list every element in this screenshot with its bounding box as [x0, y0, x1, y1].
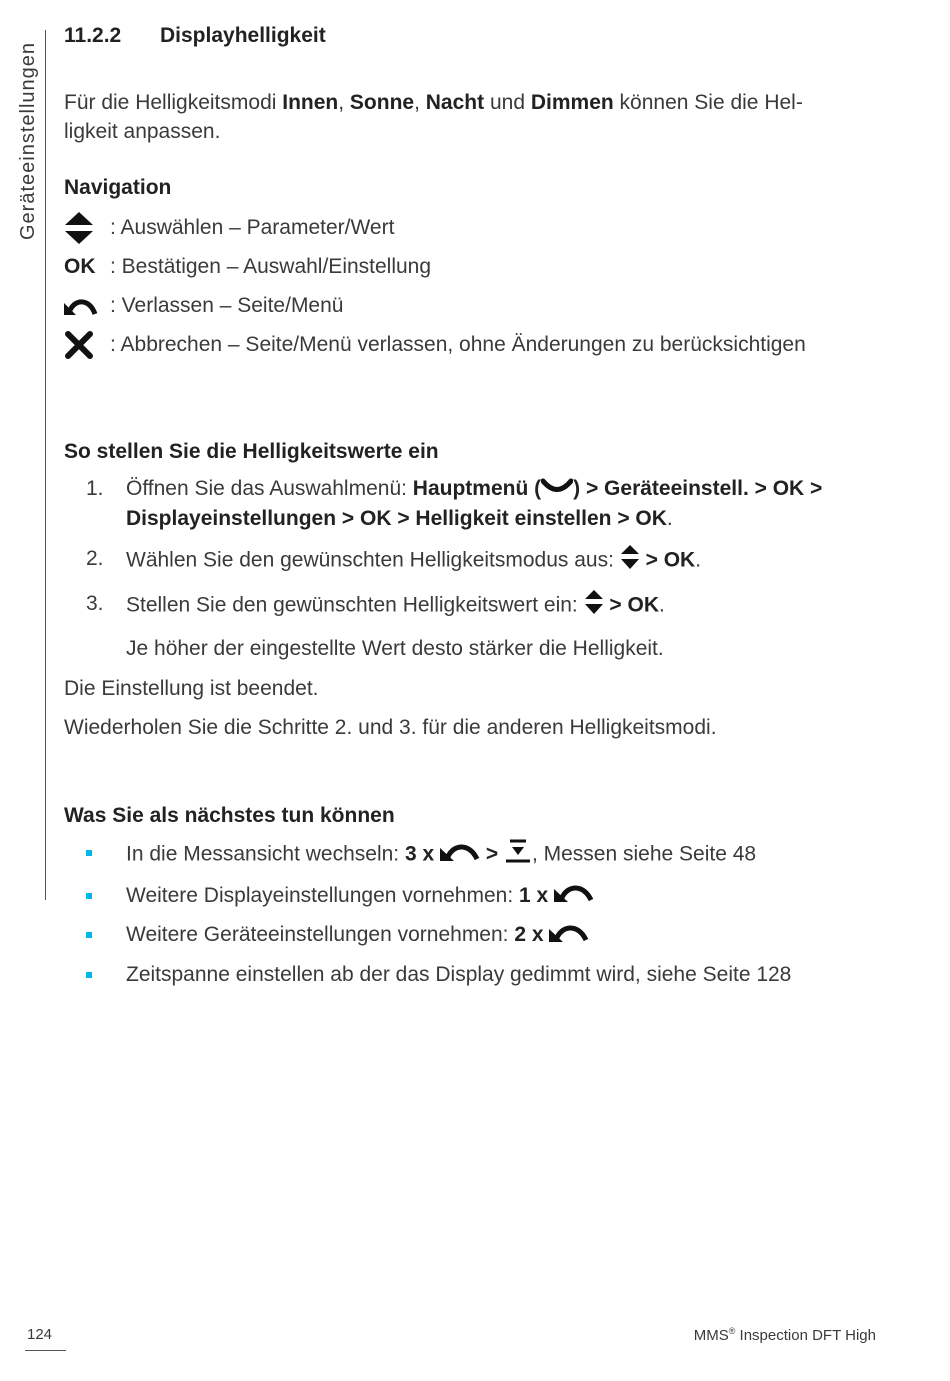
back-arrow-icon — [440, 840, 480, 870]
step-punct: . — [659, 593, 665, 617]
mode-dimmen: Dimmen — [530, 91, 614, 114]
nav-item-text: : Auswählen – Parameter/Wert — [110, 215, 395, 239]
bullet-square — [86, 972, 92, 978]
mode-nacht: Nacht — [425, 91, 485, 114]
next-heading: Was Sie als nächstes tun können — [64, 803, 395, 827]
navigation-title: Navigation — [64, 176, 172, 199]
intro-text: Für die Helligkeitsmodi — [64, 91, 283, 114]
intro-text: können Sie die Hel- — [613, 91, 803, 114]
item-count: 2 x — [514, 923, 544, 947]
page-content — [64, 24, 924, 998]
sidebar-chapter-label: Geräteeinstellungen — [17, 41, 39, 240]
step-punct: . — [695, 548, 702, 572]
step-text: Stellen Sie den gewünschten Helligkeitswert ein: — [126, 593, 584, 617]
next-list — [64, 838, 924, 989]
step-number: 3. — [86, 591, 104, 615]
nav-item-text: : Bestätigen – Auswahl/Einstellung — [110, 254, 432, 278]
chevron-down-icon — [541, 475, 573, 504]
step-number: 1. — [86, 477, 104, 500]
cross-icon — [64, 330, 110, 360]
up-down-arrows-icon — [64, 210, 110, 246]
nav-item-text: : Verlassen – Seite/Menü — [110, 293, 344, 317]
section-number: 11.2.2 — [64, 24, 122, 47]
back-arrow-icon — [549, 921, 589, 951]
item-text: , Messen siehe Seite 48 — [531, 842, 757, 866]
step-menu-path: Hauptmenü ( — [412, 477, 542, 500]
back-arrow-icon — [64, 295, 110, 317]
step-item — [64, 544, 924, 578]
ok-label — [64, 255, 110, 279]
list-item — [64, 920, 924, 950]
intro-text: , — [414, 91, 426, 114]
list-item — [64, 881, 924, 911]
intro-text: und — [484, 91, 531, 114]
product-brand: MMS — [693, 1327, 729, 1344]
list-item — [64, 838, 924, 872]
item-count: 1 x — [519, 883, 549, 907]
step-punct: . — [666, 506, 673, 530]
list-item — [64, 960, 924, 989]
steps-list — [64, 474, 924, 623]
bullet-square — [86, 932, 92, 938]
howto-heading: So stellen Sie die Helligkeitswerte ein — [64, 440, 439, 463]
step-item — [64, 474, 924, 533]
up-down-arrows-icon — [620, 544, 640, 578]
step-confirm: > OK — [603, 593, 660, 617]
nav-item-select — [64, 208, 924, 247]
item-text: Weitere Displayeinstellungen vornehmen: — [126, 883, 519, 907]
nav-item-confirm — [64, 247, 924, 286]
item-count: 3 x — [404, 842, 435, 866]
nav-item-back — [64, 286, 924, 325]
footer-divider — [25, 1350, 66, 1351]
footer-product — [694, 1326, 876, 1344]
section-heading — [64, 24, 924, 56]
nav-item-cancel — [64, 325, 924, 364]
page-number: 124 — [27, 1326, 53, 1343]
step-confirm: > OK — [639, 548, 696, 572]
mode-innen: Innen — [282, 91, 339, 114]
step-note: Je höher der eingestellte Wert desto stärker die Helligkeit. — [126, 636, 664, 660]
nav-item-text: : Abbrechen – Seite/Menü verlassen, ohne Änderungen zu berücksichtigen — [110, 332, 806, 356]
step-text: Öffnen Sie das Auswahlmenü: — [126, 477, 413, 500]
product-name: Inspection DFT High — [735, 1327, 876, 1344]
sidebar-divider — [45, 30, 46, 900]
result-text: Die Einstellung ist beendet. — [64, 676, 319, 700]
back-arrow-icon — [554, 881, 594, 911]
ok-text: OK — [64, 254, 96, 278]
step-item — [64, 589, 924, 623]
step-text: Wählen Sie den gewünschten Helligkeitsmodus aus: — [126, 548, 620, 572]
bullet-square — [86, 850, 92, 856]
repeat-text: Wiederholen Sie die Schritte 2. und 3. für die anderen Helligkeitsmodi. — [64, 715, 717, 739]
mode-sonne: Sonne — [349, 91, 415, 114]
item-text: Weitere Geräteeinstellungen vornehmen: — [126, 923, 515, 947]
registered-mark: ® — [728, 1326, 736, 1336]
section-title: Displayhelligkeit — [160, 24, 326, 47]
intro-text: , — [338, 91, 350, 114]
intro-text: ligkeit anpassen. — [64, 120, 221, 143]
measure-icon — [504, 838, 532, 872]
bullet-square — [86, 893, 92, 899]
item-text: In die Messansicht wechseln: — [126, 842, 405, 866]
item-separator: > — [480, 842, 504, 866]
step-number: 2. — [86, 546, 104, 570]
step-menu-path: ) > Geräteeinstell. > OK > Displayeinstellungen > OK > Helligkeit einstellen > OK — [126, 477, 823, 530]
item-text: Zeitspanne einstellen ab der das Display gedimmt wird, siehe Seite 128 — [126, 962, 792, 986]
up-down-arrows-icon — [584, 589, 604, 623]
intro-paragraph — [64, 88, 884, 146]
